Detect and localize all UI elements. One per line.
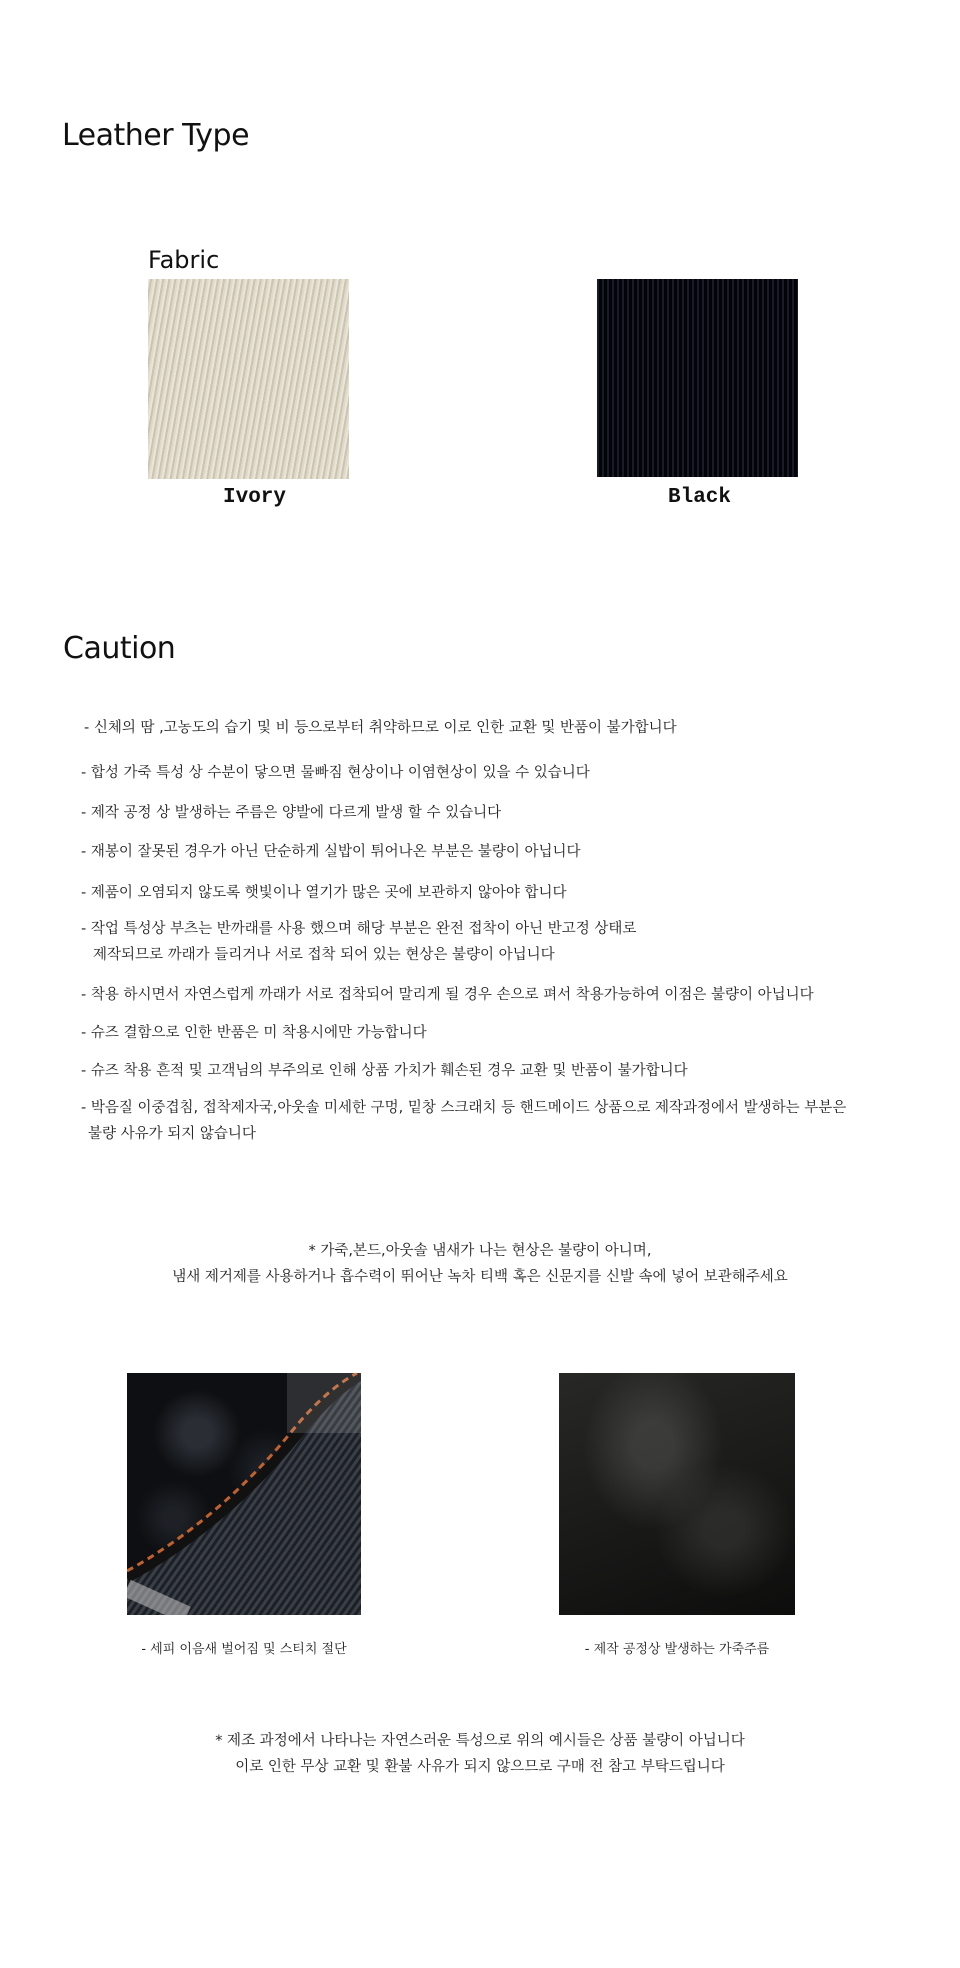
caution-item: - 신체의 땀 ,고농도의 습기 및 비 등으로부터 취약하므로 이로 인한 교환 및 반품이 불가합니다 xyxy=(84,720,677,736)
caution-item-continued: 제작되므로 까래가 들리거나 서로 접착 되어 있는 현상은 불량이 아닙니다 xyxy=(93,947,555,963)
photo-outsole-stitch xyxy=(127,1373,361,1615)
swatch-ivory-label: Ivory xyxy=(222,486,286,509)
caution-item: - 슈즈 결함으로 인한 반품은 미 착용시에만 가능합니다 xyxy=(81,1025,427,1041)
swatch-ivory xyxy=(148,279,349,479)
caution-item: - 제품이 오염되지 않도록 햇빛이나 열기가 많은 곳에 보관하지 않아야 합니다 xyxy=(81,885,567,901)
caution-item: - 착용 하시면서 자연스럽게 까래가 서로 접착되어 말리게 될 경우 손으로 펴서 착용가능하여 이점은 불량이 아닙니다 xyxy=(81,987,814,1003)
swatch-black xyxy=(597,279,798,477)
caution-item-continued: 불량 사유가 되지 않습니다 xyxy=(88,1126,256,1142)
caution-item: - 합성 가죽 특성 상 수분이 닿으면 물빠짐 현상이나 이염현상이 있을 수 있습니다 xyxy=(81,765,590,781)
material-label: Fabric xyxy=(148,246,220,274)
photo-leather-wrinkle xyxy=(559,1373,795,1615)
caution-item: - 작업 특성상 부츠는 반까래를 사용 했으며 해당 부분은 완전 접착이 아닌 반고정 상태로 xyxy=(81,921,637,937)
swatch-black-label: Black xyxy=(667,486,731,509)
photo-caption-outsole: - 세피 이음새 벌어짐 및 스티치 절단 xyxy=(141,1642,347,1657)
section-title-leather-type: Leather Type xyxy=(62,118,250,153)
outsole-illustration xyxy=(127,1373,361,1615)
caution-item: - 박음질 이중겹침, 접착제자국,아웃솔 미세한 구멍, 밑창 스크래치 등 핸드메이드 상품으로 제작과정에서 발생하는 부분은 xyxy=(81,1100,847,1116)
caution-item: - 재봉이 잘못된 경우가 아닌 단순하게 실밥이 튀어나온 부분은 불량이 아닙니다 xyxy=(81,844,581,860)
photo-caption-wrinkle: - 제작 공정상 발생하는 가죽주름 xyxy=(584,1642,770,1657)
caution-item: - 슈즈 착용 흔적 및 고객님의 부주의로 인해 상품 가치가 훼손된 경우 교환 및 반품이 불가합니다 xyxy=(81,1063,688,1079)
footer-note-line-1: * 제조 과정에서 나타나는 자연스러운 특성으로 위의 예시들은 상품 불량이 아닙니다 xyxy=(215,1733,745,1749)
smell-note-line-2: 냄새 제거제를 사용하거나 흡수력이 뛰어난 녹차 티백 혹은 신문지를 신발 속에 넣어 보관해주세요 xyxy=(172,1269,788,1285)
section-title-caution: Caution xyxy=(63,631,176,666)
caution-item: - 제작 공정 상 발생하는 주름은 양발에 다르게 발생 할 수 있습니다 xyxy=(81,805,502,821)
smell-note-line-1: * 가죽,본드,아웃솔 냄새가 나는 현상은 불량이 아니며, xyxy=(308,1243,652,1259)
footer-note-line-2: 이로 인한 무상 교환 및 환불 사유가 되지 않으므로 구매 전 참고 부탁드립니다 xyxy=(235,1759,725,1775)
